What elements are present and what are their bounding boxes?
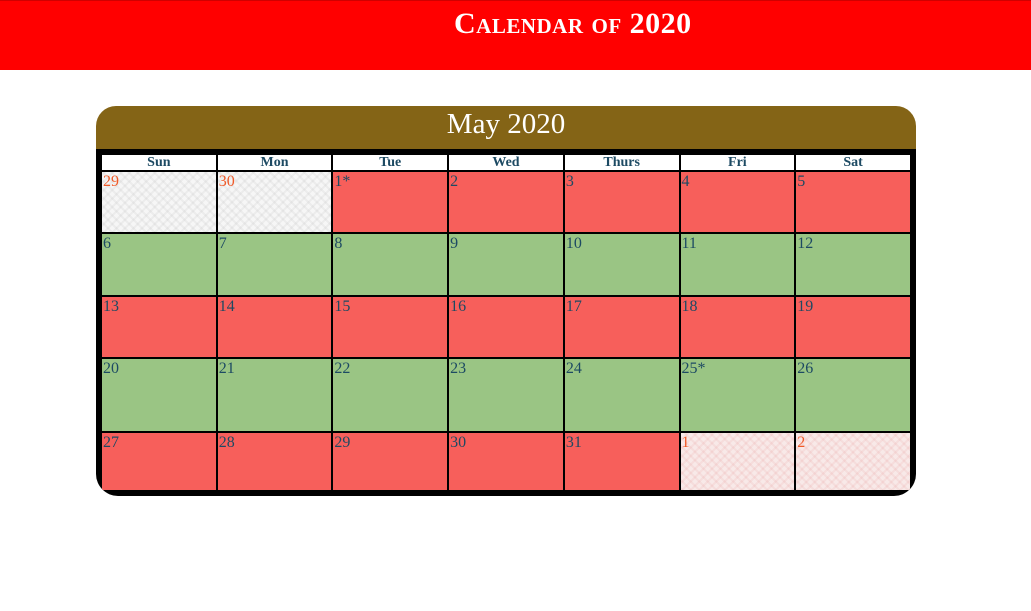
day-cell[interactable]: 3 [565,172,679,232]
day-cell[interactable]: 8 [333,234,447,294]
calendar-header [96,106,916,149]
day-cell[interactable]: 9 [449,234,563,294]
weekday-sun: Sun [102,155,216,170]
month-title: May 2020 [446,108,566,140]
day-cell-prev-month[interactable]: 30 [218,172,332,232]
day-cell[interactable]: 30 [449,433,563,490]
day-cell[interactable]: 7 [218,234,332,294]
weekday-thurs: Thurs [565,155,679,170]
day-cell[interactable]: 4 [681,172,795,232]
day-cell[interactable]: 21 [218,359,332,430]
day-cell[interactable]: 1* [333,172,447,232]
day-cell[interactable]: 13 [102,297,216,357]
week-row-5 [102,433,910,490]
calendar [96,106,916,496]
day-cell[interactable]: 19 [796,297,910,357]
day-cell[interactable]: 10 [565,234,679,294]
day-cell[interactable]: 17 [565,297,679,357]
day-cell[interactable]: 28 [218,433,332,490]
weekday-sat: Sat [796,155,910,170]
calendar-grid [100,153,912,492]
calendar-grid-frame [96,149,916,496]
day-cell[interactable]: 6 [102,234,216,294]
day-cell[interactable]: 22 [333,359,447,430]
day-cell-prev-month[interactable]: 29 [102,172,216,232]
day-cell-next-month[interactable]: 2 [796,433,910,490]
day-cell[interactable]: 23 [449,359,563,430]
day-cell[interactable]: 26 [796,359,910,430]
week-row-3 [102,297,910,357]
day-cell[interactable]: 11 [681,234,795,294]
day-cell[interactable]: 2 [449,172,563,232]
day-cell[interactable]: 15 [333,297,447,357]
weekday-tue: Tue [333,155,447,170]
day-cell[interactable]: 25* [681,359,795,430]
day-cell[interactable]: 5 [796,172,910,232]
day-cell[interactable]: 31 [565,433,679,490]
day-cell[interactable]: 12 [796,234,910,294]
weekday-header-row [102,155,910,170]
page-banner [0,0,1031,70]
day-cell[interactable]: 16 [449,297,563,357]
day-cell[interactable]: 24 [565,359,679,430]
day-cell-next-month[interactable]: 1 [681,433,795,490]
weekday-mon: Mon [218,155,332,170]
day-cell[interactable]: 14 [218,297,332,357]
week-row-2 [102,234,910,294]
day-cell[interactable]: 29 [333,433,447,490]
day-cell[interactable]: 27 [102,433,216,490]
week-row-4 [102,359,910,430]
weekday-fri: Fri [681,155,795,170]
weekday-wed: Wed [449,155,563,170]
week-row-1 [102,172,910,232]
page-title: Calendar of 2020 [454,7,692,40]
day-cell[interactable]: 20 [102,359,216,430]
day-cell[interactable]: 18 [681,297,795,357]
